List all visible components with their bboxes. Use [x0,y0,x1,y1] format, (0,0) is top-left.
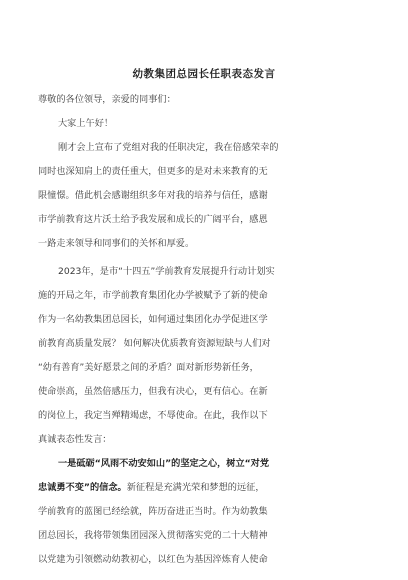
paragraph-1-line: 刚才会上宣布了党组对我的任职决定，我在倍感荣幸的 [58,142,279,153]
paragraph-2-line: 2023年，是市“十四五”学前教育发展提升行动计划实 [58,266,275,277]
paragraph-2-line: “幼有善育”美好愿景之间的矛盾？面对新形势新任务， [38,362,259,373]
paragraph-3-line: 以党建为引领燃动幼教初心，以红色为基因淬炼育人使命 [38,554,268,565]
greeting-line: 大家上午好！ [58,118,114,129]
paragraph-3-heading-tail: 忠诚勇不变”的信念。 [38,482,127,493]
paragraph-1-line: 限憧憬。借此机会感谢组织多年对我的培养与信任，感谢 [38,190,268,201]
paragraph-2-line: 的岗位上，我定当殚精竭虑，不辱使命。在此，我作以下 [38,410,268,421]
paragraph-3-line [38,482,265,494]
paragraph-3-text: 新征程是充满光荣和梦想的远征， [126,482,265,493]
paragraph-3-line: 学前教育的蓝图已经绘就，阵历奋进正当时。作为幼教集 [38,506,268,517]
paragraph-2-line: 真诚表态性发言： [38,434,112,445]
document-title: 幼教集团总园长任职表态发言 [132,68,276,80]
paragraph-2-line: 施的开局之年，市学前教育集团化办学被赋予了新的使命 [38,290,268,301]
paragraph-3-heading: 一是砥砺“风雨不动安如山”的坚定之心，树立“对党 [58,458,270,469]
paragraph-3-line: 团总园长，我将带领集团园深入贯彻落实党的二十大精神 [38,530,268,541]
paragraph-1-line: 市学前教育这片沃土给予我发展和成长的广阔平台，感恩 [38,214,268,225]
salutation-line: 尊敬的各位领导，亲爱的同事们： [38,94,176,105]
paragraph-2-line: 使命崇高，虽然倍感压力，但我有决心，更有信心。在新 [38,386,268,397]
paragraph-2-line: 前教育高质量发展？ 如何解决优质教育资源短缺与人们对 [38,338,271,349]
paragraph-1-line: 同时也深知肩上的责任重大，但更多的是对未来教育的无 [38,166,268,177]
paragraph-2-line: 作为一名幼教集团总园长，如何通过集团化办学促进区学 [38,314,268,325]
paragraph-1-line: 一路走来领导和同事们的关怀和厚爱。 [38,238,195,249]
